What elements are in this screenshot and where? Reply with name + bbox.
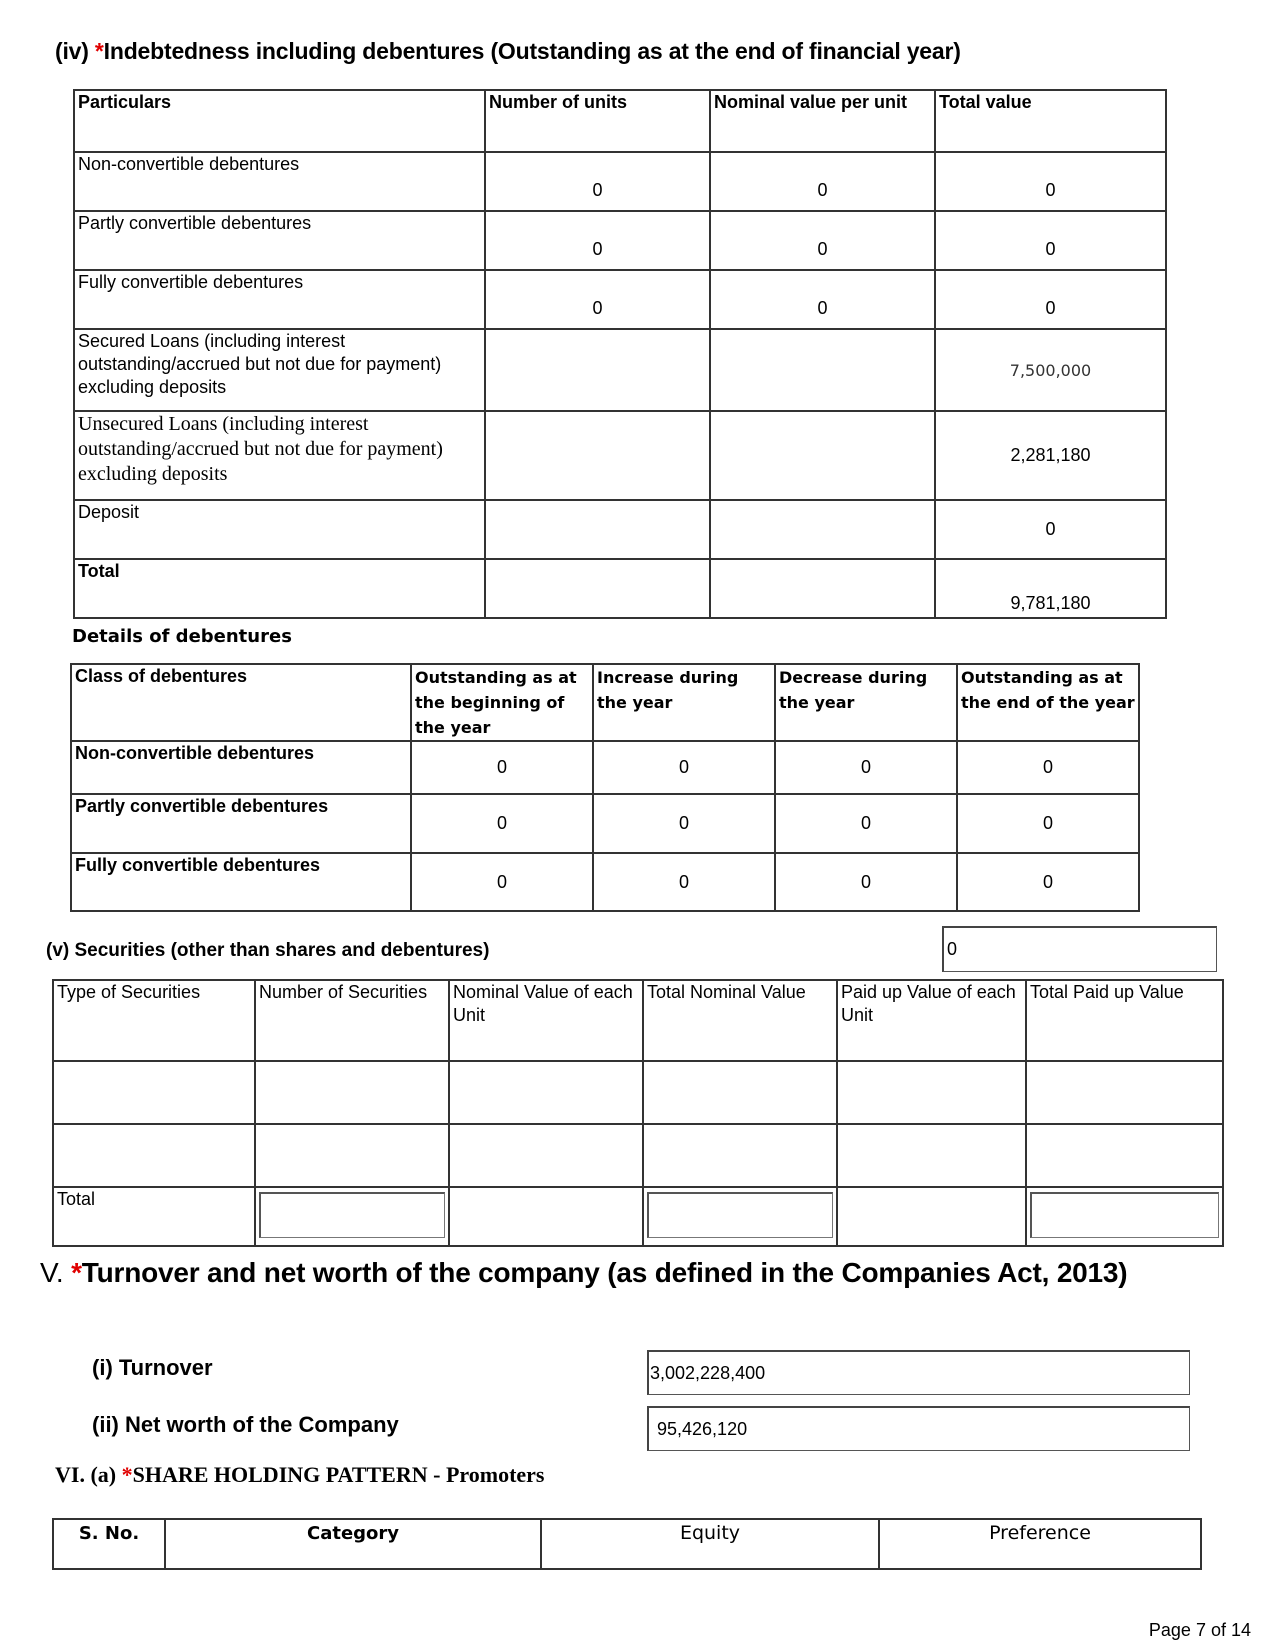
particulars-cell: Secured Loans (including interest outstanding/accrued but not due for payment) excluding deposits [74,329,485,411]
table-row [71,853,1139,911]
col-header-total-paidup: Total Paid up Value [1026,980,1223,1061]
units-cell: 0 [485,152,710,211]
empty-cell[interactable] [255,1061,449,1124]
required-mark: * [121,1462,133,1487]
col-header-paidup-each: Paid up Value of each Unit [837,980,1026,1061]
table-row [53,1124,1223,1187]
units-cell: 0 [485,270,710,329]
turnover-heading: V. *Turnover and net worth of the company (as defined in the Companies Act, 2013) [40,1257,1128,1288]
units-cell [485,500,710,559]
table-header-row [71,664,1139,741]
table-row [74,270,1166,329]
page-number: Page 7 of 14 [1148,1620,1251,1640]
empty-cell[interactable] [1026,1124,1223,1187]
empty-cell[interactable] [449,1124,643,1187]
nominal-cell [710,500,935,559]
table-row [53,1061,1223,1124]
required-mark: * [94,38,104,64]
col-header-decrease: Decrease during the year [775,664,957,741]
turnover-label: (i) Turnover [92,1355,213,1380]
securities-count-field[interactable]: 0 [942,926,1217,972]
particulars-cell: Deposit [74,500,485,559]
nominal-cell [710,411,935,500]
empty-cell[interactable] [643,1124,837,1187]
empty-cell[interactable] [255,1124,449,1187]
table-row [71,794,1139,853]
empty-cell[interactable] [1026,1061,1223,1124]
total-paidup-cell [1026,1187,1223,1246]
col-header-begin: Outstanding as at the beginning of the year [411,664,593,741]
class-cell: Fully convertible debentures [71,853,411,911]
total-cell: 7,500,000 [935,329,1166,411]
col-header-sno: S. No. [53,1519,165,1569]
total-row [53,1187,1223,1246]
table-row [74,211,1166,270]
begin-cell: 0 [411,794,593,853]
units-cell [485,329,710,411]
units-cell [485,559,710,618]
decrease-cell: 0 [775,794,957,853]
nominal-cell: 0 [710,270,935,329]
table-row [71,741,1139,794]
turnover-field[interactable]: 3,002,228,400 [647,1350,1190,1395]
nominal-cell: 0 [710,152,935,211]
col-header-units: Number of units [485,90,710,152]
networth-label: (ii) Net worth of the Company [92,1412,399,1437]
increase-cell: 0 [593,741,775,794]
particulars-cell: Partly convertible debentures [74,211,485,270]
particulars-cell: Unsecured Loans (including interest outstanding/accrued but not due for payment) excluding deposits [74,411,485,500]
indebtedness-heading: (iv) *Indebtedness including debentures (Outstanding as at the end of financial year) [55,38,961,64]
col-header-nominal: Nominal value per unit [710,90,935,152]
shareholding-heading: VI. (a) *SHARE HOLDING PATTERN - Promoters [55,1462,545,1487]
table-row [74,500,1166,559]
units-cell: 0 [485,211,710,270]
total-nominal-cell [643,1187,837,1246]
total-paidup-field[interactable] [1030,1192,1219,1238]
nominal-cell: 0 [710,211,935,270]
particulars-cell: Fully convertible debentures [74,270,485,329]
class-cell: Partly convertible debentures [71,794,411,853]
empty-cell [449,1187,643,1246]
col-header-preference: Preference [879,1519,1201,1569]
col-header-increase: Increase during the year [593,664,775,741]
empty-cell [837,1187,1026,1246]
table-row [74,411,1166,500]
col-header-total: Total value [935,90,1166,152]
col-header-particulars: Particulars [74,90,485,152]
class-cell: Non-convertible debentures [71,741,411,794]
empty-cell[interactable] [53,1061,255,1124]
table-header-row [53,980,1223,1061]
increase-cell: 0 [593,853,775,911]
begin-cell: 0 [411,741,593,794]
nominal-cell [710,329,935,411]
col-header-equity: Equity [541,1519,879,1569]
table-header-row [53,1519,1201,1569]
col-header-end: Outstanding as at the end of the year [957,664,1139,741]
required-mark: * [71,1257,82,1288]
table-row [74,152,1166,211]
debenture-details-title: Details of debentures [72,626,292,647]
particulars-cell: Total [74,559,485,618]
total-cell: 0 [935,500,1166,559]
col-header-nominal-each: Nominal Value of each Unit [449,980,643,1061]
empty-cell[interactable] [449,1061,643,1124]
total-cell: 0 [935,211,1166,270]
shareholding-table [52,1518,1202,1570]
table-row [74,329,1166,411]
securities-heading: (v) Securities (other than shares and debentures) [46,940,490,961]
debenture-details-table [70,663,1140,912]
table-header-row [74,90,1166,152]
total-nominal-field[interactable] [647,1192,833,1238]
total-row [74,559,1166,618]
particulars-cell: Non-convertible debentures [74,152,485,211]
end-cell: 0 [957,794,1139,853]
col-header-number: Number of Securities [255,980,449,1061]
total-number-cell [255,1187,449,1246]
empty-cell[interactable] [53,1124,255,1187]
col-header-total-nominal: Total Nominal Value [643,980,837,1061]
units-cell [485,411,710,500]
col-header-category: Category [165,1519,541,1569]
col-header-type: Type of Securities [53,980,255,1061]
securities-table [52,979,1224,1247]
end-cell: 0 [957,741,1139,794]
end-cell: 0 [957,853,1139,911]
decrease-cell: 0 [775,741,957,794]
increase-cell: 0 [593,794,775,853]
total-cell: 2,281,180 [935,411,1166,500]
decrease-cell: 0 [775,853,957,911]
col-header-class: Class of debentures [71,664,411,741]
networth-field[interactable]: 95,426,120 [647,1406,1190,1451]
total-number-field[interactable] [259,1192,445,1238]
nominal-cell [710,559,935,618]
empty-cell[interactable] [837,1061,1026,1124]
total-cell: 9,781,180 [935,559,1166,618]
indebtedness-table [73,89,1167,619]
empty-cell[interactable] [837,1124,1026,1187]
begin-cell: 0 [411,853,593,911]
total-label: Total [53,1187,255,1246]
empty-cell[interactable] [643,1061,837,1124]
total-cell: 0 [935,270,1166,329]
total-cell: 0 [935,152,1166,211]
